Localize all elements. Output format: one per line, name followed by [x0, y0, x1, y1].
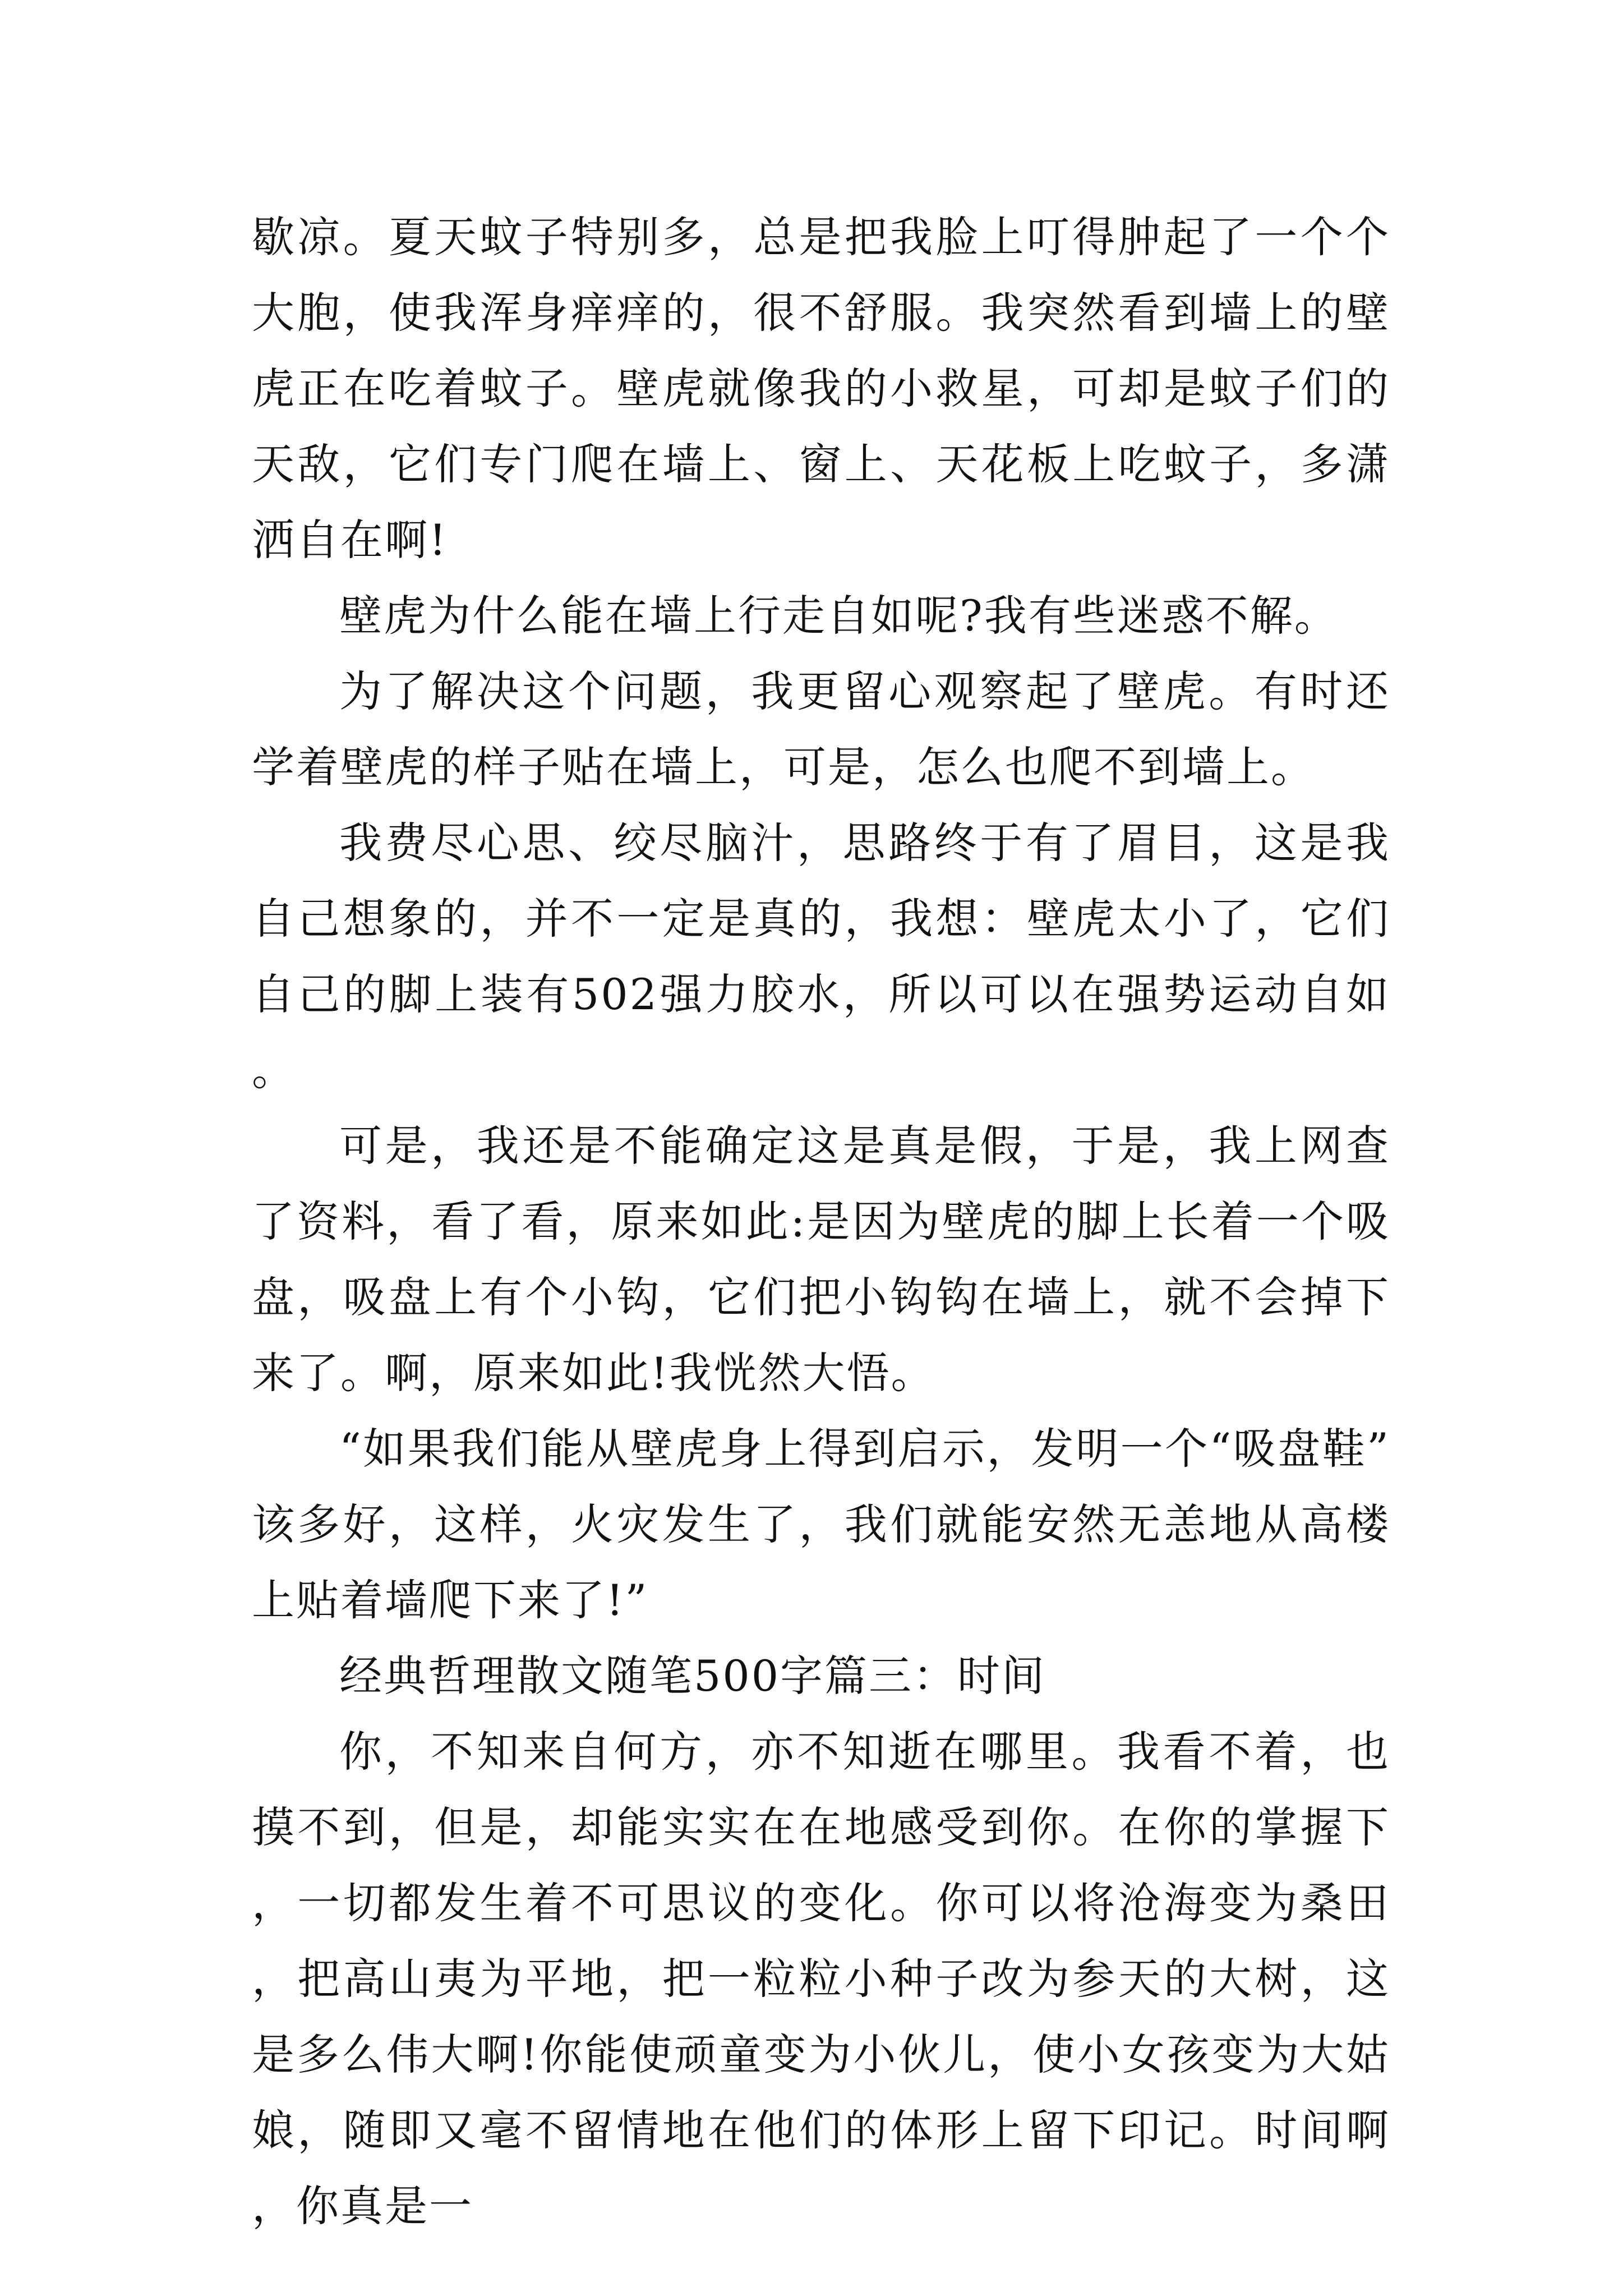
- paragraph-suction-shoe: “如果我们能从壁虎身上得到启示，发明一个“吸盘鞋”该多好，这样，火灾发生了，我们就能安然无恙地从高楼上贴着墙爬下来了!”: [252, 1424, 1390, 1625]
- paragraph-gecko-question: 壁虎为什么能在墙上行走自如呢?我有些迷惑不解。: [339, 591, 1339, 641]
- document-body: [252, 199, 1390, 2244]
- paragraph-research: 可是，我还是不能确定这是真是假，于是，我上网查了资料，看了看，原来如此:是因为壁虎的脚上长着一个吸盘，吸盘上有个小钩，它们把小钩钩在墙上，就不会掉下来了。啊，原来如此!我恍然大悟。: [252, 1121, 1390, 1398]
- paragraph-observation: 为了解决这个问题，我更留心观察起了壁虎。有时还学着壁虎的样子贴在墙上，可是，怎么也爬不到墙上。: [252, 666, 1390, 792]
- section-heading: 经典哲理散文随笔500字篇三：时间: [339, 1651, 1046, 1701]
- paragraph-gecko-intro: 歇凉。夏天蚊子特别多，总是把我脸上叮得肿起了一个个大胞，使我浑身痒痒的，很不舒服。我突然看到墙上的壁虎正在吃着蚊子。壁虎就像我的小救星，可却是蚊子们的天敌，它们专门爬在墙上、窗上、天花板上吃蚊子，多潇洒自在啊!: [252, 212, 1390, 565]
- paragraph-imagination: 我费尽心思、绞尽脑汁，思路终于有了眉目，这是我自己想象的，并不一定是真的，我想：壁虎太小了，它们自己的脚上装有502强力胶水，所以可以在强势运动自如。: [252, 818, 1390, 1095]
- paragraph-time: 你，不知来自何方，亦不知逝在哪里。我看不着，也摸不到，但是，却能实实在在地感受到你。在你的掌握下，一切都发生着不可思议的变化。你可以将沧海变为桑田，把高山夷为平地，把一粒粒小种子改为参天的大树，这是多么伟大啊!你能使顽童变为小伙儿，使小女孩变为大姑娘，随即又毫不留情地在他们的体形上留下印记。时间啊，你真是一: [252, 1727, 1390, 2231]
